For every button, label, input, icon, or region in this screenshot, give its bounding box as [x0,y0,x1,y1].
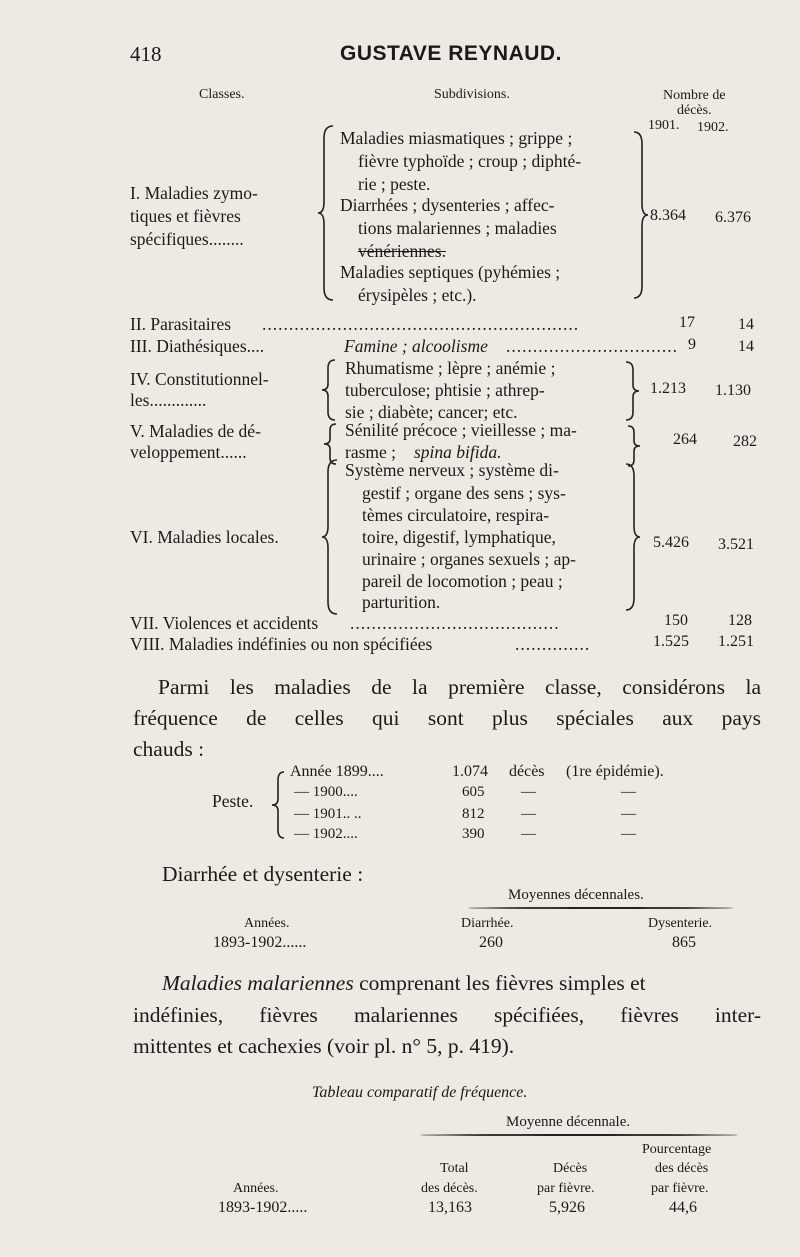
value-1902: 128 [728,612,752,629]
value-1902: 14 [738,338,754,355]
table-title: Tableau comparatif de fréquence. [312,1084,528,1101]
peste-unit: décès [509,763,545,780]
subdivision-line: sie ; diabète; cancer; etc. [345,402,518,422]
value-1901: 9 [688,336,696,353]
class-label-line: IV. Constitutionnel- [130,369,269,389]
col-head-pct-2: des décès [655,1161,709,1176]
col-head-dysentery: Dysenterie. [648,916,713,931]
page-number: 418 [130,42,162,66]
subdivision-line: tèmes circulatoire, respira- [362,505,550,525]
subdivision-line: Maladies miasmatiques ; grippe ; [340,128,573,148]
class-label-line: I. Maladies zymo- [130,183,258,203]
group-label: Moyenne décennale. [506,1114,631,1130]
class-label: VII. Violences et accidents [130,613,319,633]
row-diarrhea: 260 [479,934,503,951]
subdivision-line: fièvre typhoïde ; croup ; diphté- [358,151,582,171]
group-label: Moyennes décennales. [508,887,644,903]
leader-dots: ................................ [506,336,678,356]
subdivision-line: Diarrhées ; dysenteries ; affec- [340,195,555,215]
subdivision-line: rasme ; [345,442,397,462]
col-head-total-2: des décès. [421,1181,478,1196]
subdivision-line: toire, digestif, lymphatique, [362,527,556,547]
col-head-diarrhea: Diarrhée. [461,916,514,931]
peste-unit: — [521,826,536,842]
class-label-line: spécifiques........ [130,229,244,249]
subdivision-line: Maladies septiques (pyhémies ; [340,262,561,282]
value-1901: 5.426 [653,534,689,551]
paragraph-line: fréquence de celles qui sont plus spéciales aux pays [133,706,761,730]
class-label: VI. Maladies locales. [130,527,279,547]
value-1902: 6.376 [715,209,751,226]
row-dysentery: 865 [672,934,696,951]
class-label-line: tiques et fièvres [130,206,241,226]
subdivision-line: Sénilité précoce ; vieillesse ; ma- [345,420,577,440]
value-1901: 8.364 [650,207,686,224]
subdivision-line: parturition. [362,592,441,612]
subdivision-line: urinaire ; organes sexuels ; ap- [362,549,576,569]
leader-dots: ........................................................... [262,314,580,334]
col-head-total: Total [440,1161,469,1176]
col-head-deces-2: par fièvre. [537,1181,595,1196]
class-label: II. Parasitaires [130,314,232,334]
paragraph-line [162,968,646,999]
right-brace [630,130,650,300]
class-label: VIII. Maladies indéfinies ou non spécifiées [130,634,433,654]
peste-unit: — [521,806,536,822]
row-pct: 44,6 [669,1199,697,1216]
peste-value: 812 [462,806,485,822]
leader-dots: ....................................... [350,613,560,633]
paragraph-line: indéfinies, fièvres malariennes spécifiées, fièvres inter- [133,1003,761,1027]
class-label: III. Diathésiques.... [130,336,265,356]
subdivision-line: pareil de locomotion ; peau ; [362,571,563,591]
subdivision-line: Système nerveux ; système di- [345,460,559,480]
row-years: 1893-1902...... [213,934,307,951]
paragraph-line: Parmi les maladies de la première classe, considérons la [158,675,761,699]
peste-value: 605 [462,784,485,800]
peste-value: 1.074 [452,763,488,780]
value-1902: 1.251 [718,633,754,650]
subdivision-line: vénériennes. [358,241,446,261]
col-head-pct: Pourcentage [642,1142,712,1157]
value-1901: 150 [664,612,688,629]
left-brace [318,124,338,302]
value-1901: 1.525 [653,633,689,650]
peste-note: — [621,784,636,800]
value-1901: 1.213 [650,380,686,397]
col-head-subdivisions: Subdivisions. [434,87,510,102]
row-years: 1893-1902..... [218,1199,308,1216]
paragraph-line: mittentes et cachexies (voir pl. n° 5, p. 419). [133,1034,515,1058]
value-1902: 282 [733,433,757,450]
col-head-count-2: décès. [677,103,712,118]
value-1901: 17 [679,314,695,331]
col-head-years: Années. [233,1181,279,1196]
subdivision-line: Rhumatisme ; lèpre ; anémie ; [345,358,556,378]
col-head-pct-3: par fièvre. [651,1181,709,1196]
group-rule [468,907,733,909]
peste-year: — 1901.. .. [294,806,362,822]
peste-value: 390 [462,826,485,842]
peste-year: Année 1899.... [290,763,384,780]
left-brace [322,358,340,422]
paragraph-line: chauds : [133,737,205,761]
col-head-years: Années. [244,916,290,931]
col-head-deces: Décès [553,1161,588,1176]
italic-lead: Maladies malariennes [162,971,354,995]
group-rule [420,1134,738,1136]
value-1902: 3.521 [718,536,754,553]
col-head-year-1902: 1902. [697,120,729,135]
running-title: GUSTAVE REYNAUD. [340,42,562,65]
class-label-line: V. Maladies de dé- [130,421,261,441]
right-brace [622,462,642,614]
left-brace [272,770,286,840]
line-rest: comprenant les fièvres simples et [359,971,646,995]
class-label-line: les............. [130,390,207,410]
subdivision-text: Famine ; alcoolisme [344,336,488,356]
subdivision-line: érysipèles ; etc.). [358,285,477,305]
class-label-line: veloppement...... [130,442,247,462]
value-1902: 1.130 [715,382,751,399]
peste-label: Peste. [212,791,254,811]
row-total: 13,163 [428,1199,472,1216]
subdivision-line: gestif ; organe des sens ; sys- [362,483,566,503]
section-heading: Diarrhée et dysenterie : [162,862,364,886]
col-head-classes: Classes. [199,87,245,102]
col-head-year-1901: 1901. [648,118,680,133]
row-deces: 5,926 [549,1199,585,1216]
right-brace [622,360,640,422]
peste-year: — 1900.... [294,784,358,800]
peste-unit: — [521,784,536,800]
subdivision-line: rie ; peste. [358,174,431,194]
value-1901: 264 [673,431,697,448]
peste-note: — [621,826,636,842]
peste-year: — 1902.... [294,826,358,842]
subdivision-line: tions malariennes ; maladies [358,218,557,238]
left-brace [322,458,342,616]
peste-note: — [621,806,636,822]
subdivision-italic: spina bifida. [414,442,502,462]
peste-note: (1re épidémie). [566,763,664,780]
col-head-count: Nombre de [663,88,726,103]
value-1902: 14 [738,316,754,333]
leader-dots: .............. [515,634,591,654]
subdivision-line: tuberculose; phtisie ; athrep- [345,380,545,400]
